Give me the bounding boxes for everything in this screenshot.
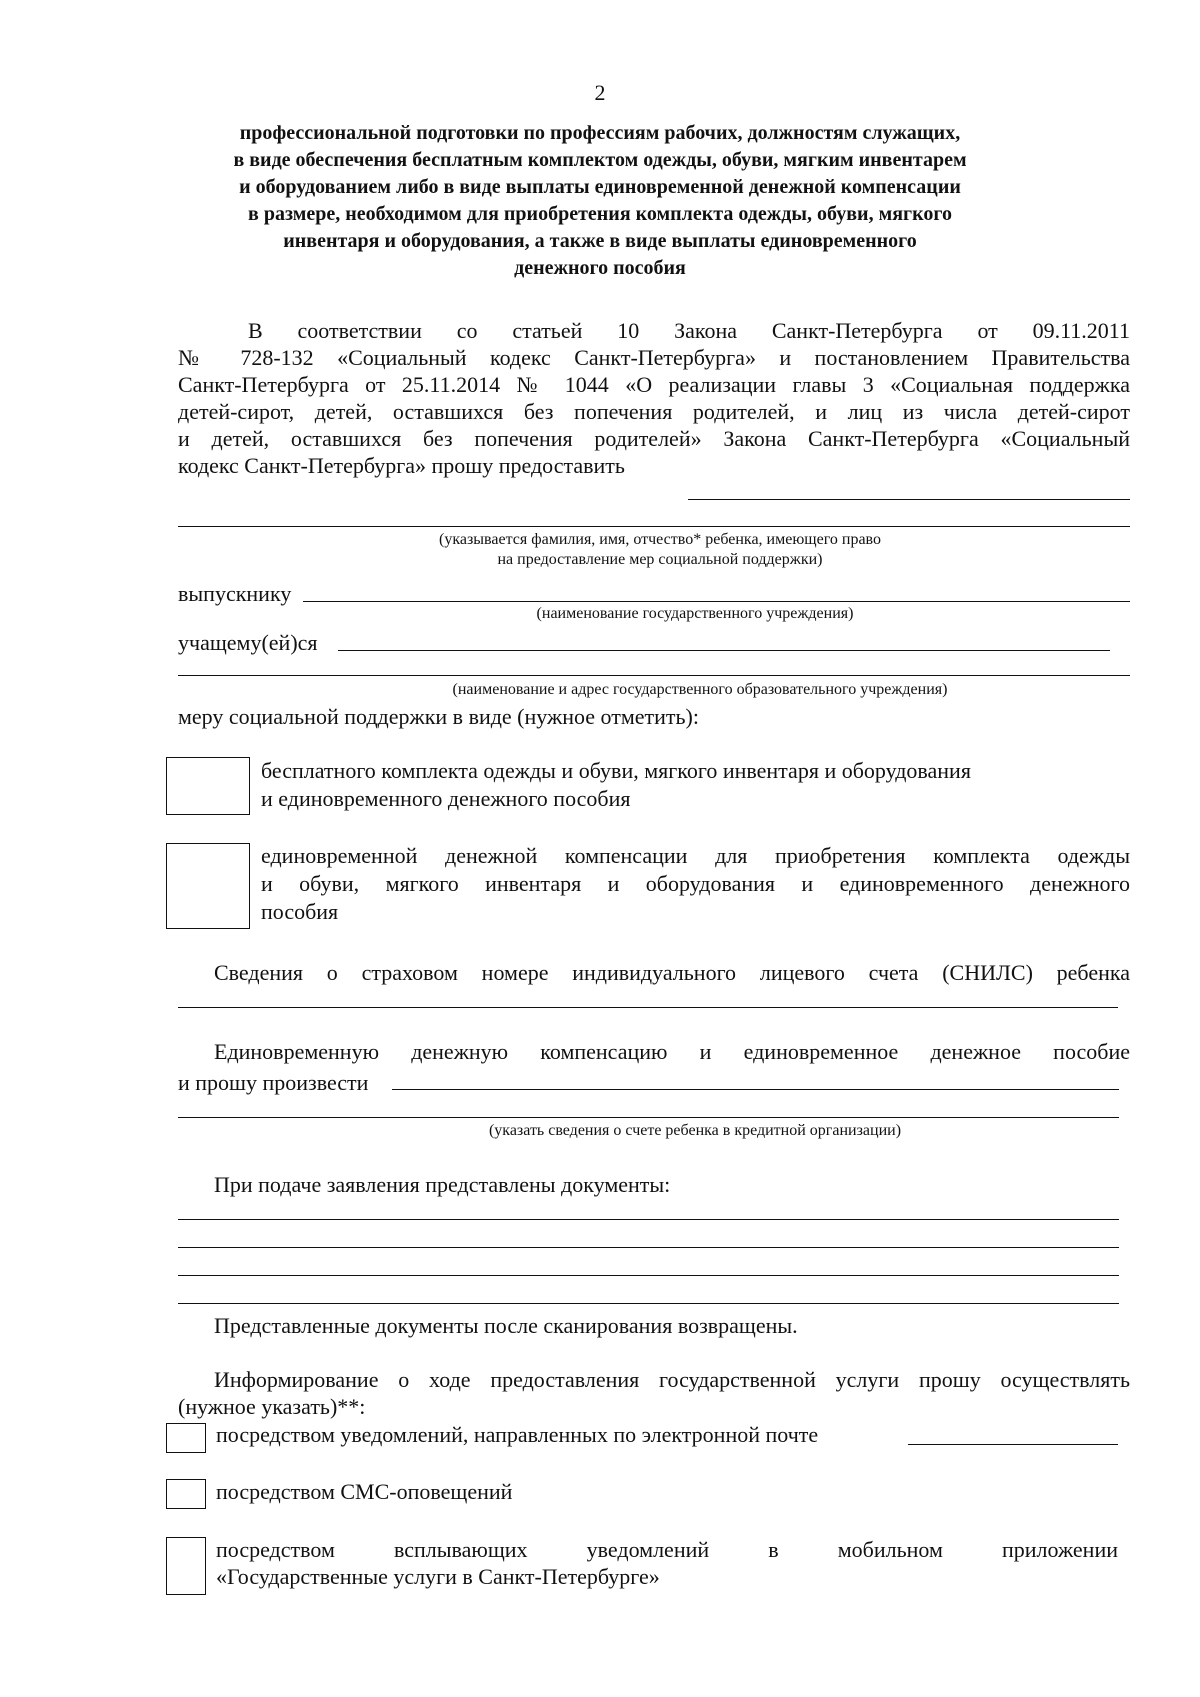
email-field-line[interactable] — [908, 1444, 1118, 1445]
intro-line: Санкт-Петербурга от 25.11.2014 № 1044 «О реализации главы 3 «Социальная поддержка — [178, 372, 1130, 397]
snils-label: Сведения о страховом номере индивидуального лицевого счета (СНИЛС) ребенка — [214, 960, 1130, 985]
option2-line: и обуви, мягкого инвентаря и оборудования и единовременного денежного — [261, 871, 1130, 896]
notify-app-checkbox[interactable] — [166, 1537, 206, 1595]
request-field-line[interactable] — [688, 499, 1130, 500]
intro-last-line: кодекс Санкт-Петербурга» прошу предоставить — [178, 453, 625, 478]
payment-line1-wrap — [214, 1038, 1130, 1065]
notify-email-label: посредством уведомлений, направленных по электронной почте — [216, 1422, 819, 1447]
title-line: в размере, необходимом для приобретения комплекта одежды, обуви, мягкого — [248, 203, 952, 225]
title-line: профессиональной подготовки по профессиям рабочих, должностям служащих, — [239, 122, 961, 144]
hint-line: (указывается фамилия, имя, отчество* ребенка, имеющего право — [439, 531, 881, 548]
option1-checkbox[interactable] — [166, 757, 250, 815]
option1-line: бесплатного комплекта одежды и обуви, мягкого инвентаря и оборудования — [261, 758, 971, 783]
inform-line: (нужное указать)**: — [178, 1394, 366, 1419]
notify-app-line: посредством всплывающих уведомлений в мобильном приложении — [216, 1537, 1118, 1562]
inform-paragraph — [178, 1366, 1130, 1421]
title-line: денежного пособия — [514, 257, 686, 279]
school-field-line[interactable] — [178, 675, 1130, 676]
hint-child — [300, 530, 1020, 570]
title-line: и оборудованием либо в виде выплаты единовременной денежной компенсации — [239, 176, 961, 198]
inform-line: Информирование о ходе предоставления государственной услуги прошу осуществлять — [214, 1367, 1130, 1392]
documents-field-line-1[interactable] — [178, 1219, 1119, 1220]
snils-field-line[interactable] — [178, 1007, 1118, 1008]
option2-line: пособия — [261, 899, 339, 924]
page-number: 2 — [594, 80, 606, 105]
notify-app-text — [216, 1536, 1118, 1591]
notify-sms-checkbox[interactable] — [166, 1479, 206, 1509]
graduate-label: выпускнику — [178, 581, 292, 606]
payment-line1: Единовременную денежную компенсацию и единовременное денежное пособие — [214, 1039, 1130, 1064]
returned-text: Представленные документы после сканирования возвращены. — [214, 1313, 798, 1338]
account-field-line[interactable] — [178, 1117, 1119, 1118]
title-line: в виде обеспечения бесплатным комплектом одежды, обуви, мягким инвентарем — [233, 149, 967, 171]
intro-line: и детей, оставшихся без попечения родителей» Закона Санкт-Петербурга «Социальный — [178, 426, 1130, 451]
hint-line: на предоставление мер социальной поддержки) — [497, 551, 823, 568]
notify-app-line: «Государственные услуги в Санкт-Петербурге» — [216, 1564, 660, 1589]
notify-sms-label: посредством СМС-оповещений — [216, 1479, 513, 1504]
intro-line: № 728-132 «Социальный кодекс Санкт-Петербурга» и постановлением Правительства — [178, 345, 1130, 370]
intro-line: детей-сирот, детей, оставшихся без попечения родителей, и лиц из числа детей-сирот — [178, 399, 1130, 424]
option1-text — [261, 757, 971, 813]
document-title — [0, 120, 1200, 282]
hint-school: (наименование и адрес государственного образовательного учреждения) — [452, 681, 948, 698]
documents-label: При подаче заявления представлены документы: — [214, 1172, 671, 1197]
option2-checkbox[interactable] — [166, 843, 250, 929]
intro-paragraph — [178, 317, 1130, 479]
hint-account: (указать сведения о счете ребенка в кредитной организации) — [488, 1122, 902, 1139]
student-label: учащему(ей)ся — [178, 630, 318, 655]
payment-field-line[interactable] — [392, 1089, 1119, 1090]
option1-line: и единовременного денежного пособия — [261, 786, 631, 811]
option2-text — [261, 842, 1130, 926]
graduate-field-line[interactable] — [303, 601, 1130, 602]
payment-line2: и прошу произвести — [178, 1070, 369, 1095]
student-field-line[interactable] — [338, 650, 1110, 651]
measure-label: меру социальной поддержки в виде (нужное отметить): — [178, 704, 699, 729]
snils-label-wrap — [214, 959, 1130, 986]
intro-line: В соответствии со статьей 10 Закона Санкт-Петербурга от 09.11.2011 — [248, 318, 1130, 343]
hint-institution: (наименование государственного учреждения) — [536, 605, 854, 622]
child-name-line[interactable] — [178, 526, 1130, 527]
documents-field-line-4[interactable] — [178, 1303, 1119, 1304]
title-line: инвентаря и оборудования, а также в виде выплаты единовременного — [283, 230, 917, 252]
documents-field-line-2[interactable] — [178, 1247, 1119, 1248]
documents-field-line-3[interactable] — [178, 1275, 1119, 1276]
option2-line: единовременной денежной компенсации для приобретения комплекта одежды — [261, 843, 1130, 868]
notify-email-checkbox[interactable] — [166, 1423, 206, 1453]
